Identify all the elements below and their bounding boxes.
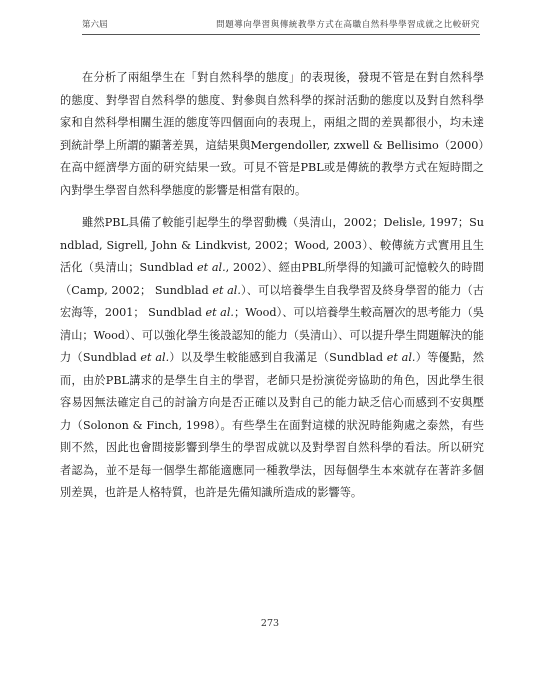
running-header <box>82 18 480 32</box>
citation-et-al: et al. <box>140 351 170 364</box>
paragraph-pbl-advantages: 雖然PBL具備了較能引起學生的學習動機（吳清山，2002；Delisle, 1997；Sundblad, Sigrell, John & Lindkvist, 2002；Wood, 2003）、較傳統方式實用且生活化（吳清山；Sundblad et al., 2002）、經由PBL所學得的知識可記憶較久的時間（Camp, 2002； Sundblad et al.）、可以培養學生自我學習及終身學習的能力（古宏海等，2001； Sundblad et al.；Wood）、可以培養學生較高層次的思考能力（吳清山；Wood）、可以強化學生後設認知的能力（吳清山）、可以提升學生問題解決的能力（Sundblad et al.）以及學生較能感到自我滿足（Sundblad et al.）等優點，然而，由於PBL講求的是學生自主的學習，老師只是扮演從旁協助的角色，因此學生很容易因無法確定自己的討論方向是否正確以及對自己的能力缺乏信心而感到不安與壓力（Solonon & Finch, 1998）。有些學生在面對這樣的狀況時能夠處之泰然，有些則不然，因此也會間接影響到學生的學習成就以及對學習自然科學的看法。所以研究者認為，並不是每一個學生都能適應同一種教學法，因每個學生本來就存在著許多個別差異，也許是人格特質，也許是先備知識所造成的影響等。 <box>60 216 484 499</box>
header-title: 問題導向學習與傳統教學方式在高職自然科學學習成就之比較研究 <box>216 20 480 30</box>
body-text <box>60 67 484 505</box>
citation-et-al: et al. <box>197 261 226 274</box>
citation-et-al: et al. <box>386 351 416 364</box>
header-rule <box>82 34 480 35</box>
page-number: 273 <box>260 618 280 629</box>
paragraph-attitude-analysis: 在分析了兩組學生在「對自然科學的態度」的表現後，發現不管是在對自然科學的態度、對學習自然科學的態度、對參與自然科學的探討活動的態度以及對自然科學家和自然科學相關生涯的態度等四個面向的表現上，兩組之間的差異都很小，均未達到統計學上所謂的顯著差異，這結果與Mergendoller, zxwell & Bellisimo（2000）在高中經濟學方面的研究結果一致。可見不管是PBL或是傳統的教學方式在短時間之內對學生學習自然科學態度的影響是相當有限的。 <box>60 71 484 197</box>
header-edition: 第六屆 <box>82 20 108 30</box>
citation-et-al: et al. <box>205 306 234 319</box>
citation-et-al: et al. <box>212 283 241 297</box>
